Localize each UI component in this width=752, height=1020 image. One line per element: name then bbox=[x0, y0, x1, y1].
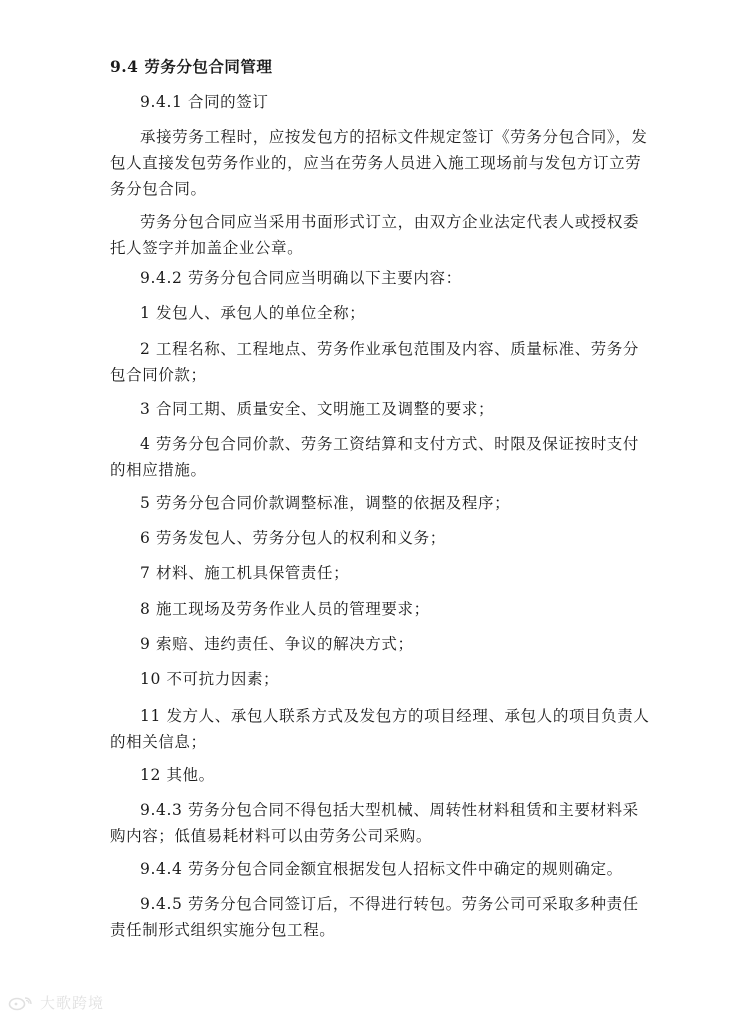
list-item: 5 劳务分包合同价款调整标准，调整的依据及程序； bbox=[140, 494, 511, 512]
list-item: 11 发方人、承包人联系方式及发包方的项目经理、承包人的项目负责人的相关信息； bbox=[110, 707, 650, 751]
clause-9-4-4: 9.4.4 劳务分包合同金额宜根据发包人招标文件中确定的规则确定。 bbox=[140, 860, 623, 878]
clause-9-4-1-para-2: 劳务分包合同应当采用书面形式订立，由双方企业法定代表人或授权委托人签字并加盖企业公章。 bbox=[110, 213, 640, 257]
list-item: 8 施工现场及劳务作业人员的管理要求； bbox=[140, 600, 430, 618]
watermark-text: 大歌跨境 bbox=[40, 994, 105, 1012]
list-item: 12 其他。 bbox=[140, 766, 215, 784]
clause-9-4-3: 9.4.3 劳务分包合同不得包括大型机械、周转性材料租赁和主要材料采购内容；低值易耗材料可以由劳务公司采购。 bbox=[110, 801, 639, 845]
list-item: 9 索赔、违约责任、争议的解决方式； bbox=[140, 635, 414, 653]
section-heading: 9.4 劳务分包合同管理 bbox=[110, 57, 273, 76]
list-item: 6 劳务发包人、劳务分包人的权利和义务； bbox=[140, 529, 446, 547]
clause-9-4-2-title: 9.4.2 劳务分包合同应当明确以下主要内容： bbox=[140, 269, 462, 287]
clause-9-4-5: 9.4.5 劳务分包合同签订后，不得进行转包。劳务公司可采取多种责任责任制形式组织实施分包工程。 bbox=[110, 895, 639, 939]
list-item: 7 材料、施工机具保管责任； bbox=[140, 564, 350, 582]
clause-9-4-1-title: 9.4.1 合同的签订 bbox=[140, 93, 269, 111]
list-item: 4 劳务分包合同价款、劳务工资结算和支付方式、时限及保证按时支付的相应措施。 bbox=[110, 435, 639, 479]
list-item: 3 合同工期、质量安全、文明施工及调整的要求； bbox=[140, 400, 495, 418]
watermark-logo-icon bbox=[8, 995, 34, 1011]
list-item: 1 发包人、承包人的单位全称； bbox=[140, 304, 366, 322]
clause-9-4-1-para-1: 承接劳务工程时，应按发包方的招标文件规定签订《劳务分包合同》，发包人直接发包劳务作业的，应当在劳务人员进入施工现场前与发包方订立劳务分包合同。 bbox=[110, 128, 648, 198]
watermark bbox=[8, 992, 104, 1013]
list-item: 10 不可抗力因素； bbox=[140, 670, 280, 688]
list-item: 2 工程名称、工程地点、劳务作业承包范围及内容、质量标准、劳务分包合同价款； bbox=[110, 340, 639, 384]
